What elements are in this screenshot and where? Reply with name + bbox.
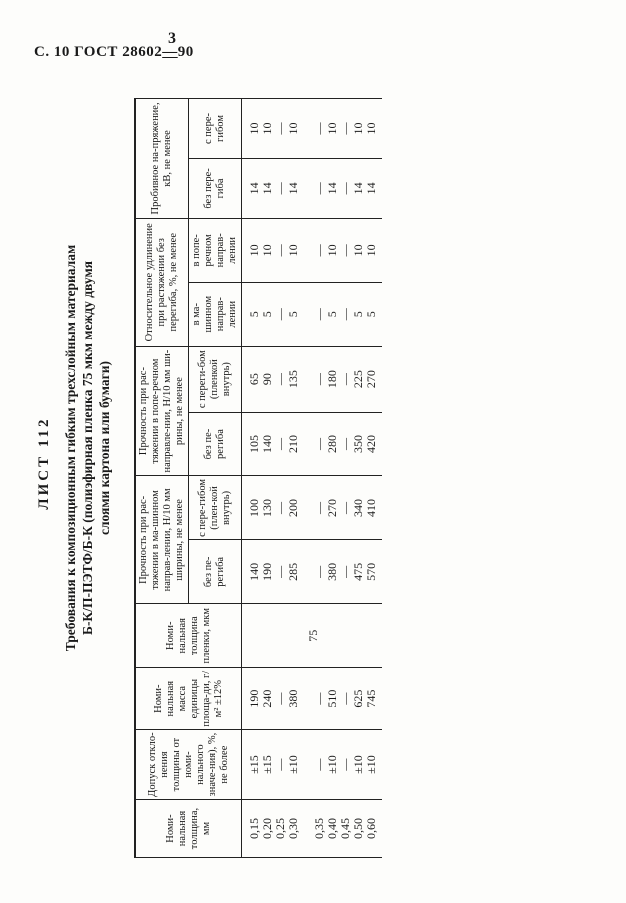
cell-value: — [273, 565, 287, 578]
cell-value: 0,30 [286, 818, 300, 840]
col-thickness [242, 800, 383, 858]
cell-value: — [273, 501, 287, 514]
cell-value: 135 [286, 370, 300, 389]
amendment-mark: 3 [168, 30, 177, 47]
cell-value: 340 [351, 498, 365, 517]
cell-value: — [312, 182, 326, 195]
cell-value: — [273, 308, 287, 321]
cell-value: — [273, 438, 287, 451]
cell-value: 10 [286, 244, 300, 257]
cell-value: 105 [247, 435, 261, 454]
th-str-m-no: без пе-региба [189, 540, 242, 604]
cell-value: 5 [286, 311, 300, 318]
th-thickness: Номи-нальная толщина, мм [135, 800, 242, 858]
cell-value: — [273, 758, 287, 771]
th-bd-no: без пере-гиба [189, 158, 242, 218]
cell-value: — [312, 565, 326, 578]
cell-value: 280 [325, 435, 339, 454]
cell-value: ±10 [351, 755, 365, 774]
cell-value: 190 [247, 689, 261, 708]
cell-value: 210 [286, 435, 300, 454]
col-el-c [242, 218, 383, 282]
th-str-m-bend: с пере-гибом (плен-кой внутрь) [189, 476, 242, 540]
cell-value: 10 [364, 244, 378, 257]
cell-value: 380 [325, 562, 339, 581]
sheet-caption [62, 98, 113, 798]
cell-value: — [273, 122, 287, 135]
cell-value: — [338, 122, 352, 135]
cell-value: 5 [351, 311, 365, 318]
cell-value: 0,60 [364, 818, 378, 840]
cell-value: 180 [325, 370, 339, 389]
cell-value: 0,15 [247, 818, 261, 840]
requirements-table [134, 98, 382, 858]
cell-value: 140 [247, 562, 261, 581]
cell-value: 0,25 [273, 818, 287, 840]
col-tolerance [242, 730, 383, 800]
col-film: 75 [242, 604, 383, 668]
cell-value: 65 [247, 373, 261, 386]
cell-value: — [273, 692, 287, 705]
cell-value: ±15 [260, 755, 274, 774]
cell-value: 10 [351, 244, 365, 257]
cell-value: 10 [260, 244, 274, 257]
cell-value: 90 [260, 373, 274, 386]
cell-value: — [273, 244, 287, 257]
cell-value: — [312, 373, 326, 386]
cell-value: 140 [260, 435, 274, 454]
th-strength-machine: Прочность при рас-тяжении в ма-шинном направ-лении, Н/10 мм ширины, не менее [135, 476, 189, 604]
cell-value: 10 [364, 122, 378, 135]
cell-value: 570 [364, 562, 378, 581]
cell-value: 240 [260, 689, 274, 708]
cell-value: 190 [260, 562, 274, 581]
data-row [242, 99, 383, 858]
cell-value: 14 [286, 182, 300, 195]
cell-value: — [338, 373, 352, 386]
cell-value: ±10 [325, 755, 339, 774]
col-str-c-bend [242, 346, 383, 412]
cell-value: 5 [260, 311, 274, 318]
th-str-c-bend: с переги-бом (пленкой внутрь) [189, 346, 242, 412]
cell-value: 14 [247, 182, 261, 195]
cell-value: — [338, 565, 352, 578]
col-bd-no [242, 158, 383, 218]
cell-value: ±10 [286, 755, 300, 774]
cell-value: 380 [286, 689, 300, 708]
cell-value: — [312, 122, 326, 135]
th-bd-bend: с пере-гибом [189, 99, 242, 159]
cell-value: 14 [364, 182, 378, 195]
col-bd-bend [242, 99, 383, 159]
cell-value: 100 [247, 498, 261, 517]
col-str-m-bend [242, 476, 383, 540]
cell-value: 420 [364, 435, 378, 454]
cell-value: 475 [351, 562, 365, 581]
caption-line-1: Требования к композиционным гибким трехслойным материалам [63, 244, 78, 652]
rotated-sheet [34, 58, 594, 858]
page-ref-dash: — [162, 44, 178, 60]
cell-value: 5 [325, 311, 339, 318]
cell-value: 270 [364, 370, 378, 389]
cell-value: 510 [325, 689, 339, 708]
th-film: Номи-нальная толщина пленки, мкм [135, 604, 242, 668]
cell-value: 14 [260, 182, 274, 195]
caption-line-3: слоями картона или бумаги) [97, 360, 112, 536]
page-ref-year: 90 [177, 44, 194, 60]
cell-value: ±10 [364, 755, 378, 774]
cell-value: 200 [286, 498, 300, 517]
cell-value: 0,45 [338, 818, 352, 840]
th-el-m: в ма-шинном направ-лении [189, 282, 242, 346]
cell-value: — [338, 308, 352, 321]
cell-value: 130 [260, 498, 274, 517]
cell-value: 10 [260, 122, 274, 135]
cell-value: — [273, 373, 287, 386]
cell-value: 14 [325, 182, 339, 195]
cell-value: 5 [247, 311, 261, 318]
cell-value: ±15 [247, 755, 261, 774]
cell-value: 10 [247, 244, 261, 257]
cell-value: — [312, 308, 326, 321]
cell-value: — [312, 758, 326, 771]
cell-value: 0,20 [260, 818, 274, 840]
cell-value: — [338, 501, 352, 514]
cell-value: 14 [351, 182, 365, 195]
cell-value: 10 [286, 122, 300, 135]
cell-value: 285 [286, 562, 300, 581]
th-tolerance: Допуск откло-нения толщины от номи-нального значе-ния), %, не более [135, 730, 242, 800]
cell-value: 10 [325, 122, 339, 135]
cell-value: 5 [364, 311, 378, 318]
cell-value: 225 [351, 370, 365, 389]
col-str-m-no [242, 540, 383, 604]
col-el-m [242, 282, 383, 346]
th-el-c: в попе-речном направ-лении [189, 218, 242, 282]
cell-value: — [312, 438, 326, 451]
cell-value: 410 [364, 498, 378, 517]
cell-value: 10 [325, 244, 339, 257]
cell-value: 625 [351, 689, 365, 708]
cell-value: 10 [247, 122, 261, 135]
cell-value: — [338, 758, 352, 771]
cell-value: — [312, 244, 326, 257]
th-mass: Номи-нальная масса единицы площа-ди, г/м² ±12% [135, 668, 242, 730]
cell-value: 270 [325, 498, 339, 517]
th-strength-cross: Прочность при рас-тяжении в попе-речном направле-нии, Н/10 мм ши-рины, не менее [135, 346, 189, 476]
col-str-c-no [242, 412, 383, 476]
th-breakdown: Пробивное на-пряжение, кВ, не менее [135, 99, 189, 219]
cell-value: 0,35 [312, 818, 326, 840]
th-str-c-no: без пе-региба [189, 412, 242, 476]
cell-value: — [273, 182, 287, 195]
cell-value: — [338, 244, 352, 257]
cell-value: 10 [351, 122, 365, 135]
cell-value: 0,40 [325, 818, 339, 840]
cell-value: — [312, 692, 326, 705]
cell-value: 0,50 [351, 818, 365, 840]
page-ref: С. 10 ГОСТ 28602 [34, 44, 163, 60]
header-row-1 [135, 99, 189, 858]
cell-value: — [338, 438, 352, 451]
caption-line-2: Б-К/П-ПЭТФ/Б-К (полиэфирная пленка 75 мкм между двумя [80, 261, 95, 635]
cell-value: — [338, 182, 352, 195]
cell-value: — [338, 692, 352, 705]
cell-value: 745 [364, 689, 378, 708]
sheet-title: ЛИСТ 112 [36, 416, 52, 510]
col-mass [242, 668, 383, 730]
cell-value: 350 [351, 435, 365, 454]
cell-value: — [312, 501, 326, 514]
th-elongation: Относительное удлинение при растяжении без перегиба, %, не менее [135, 218, 189, 346]
